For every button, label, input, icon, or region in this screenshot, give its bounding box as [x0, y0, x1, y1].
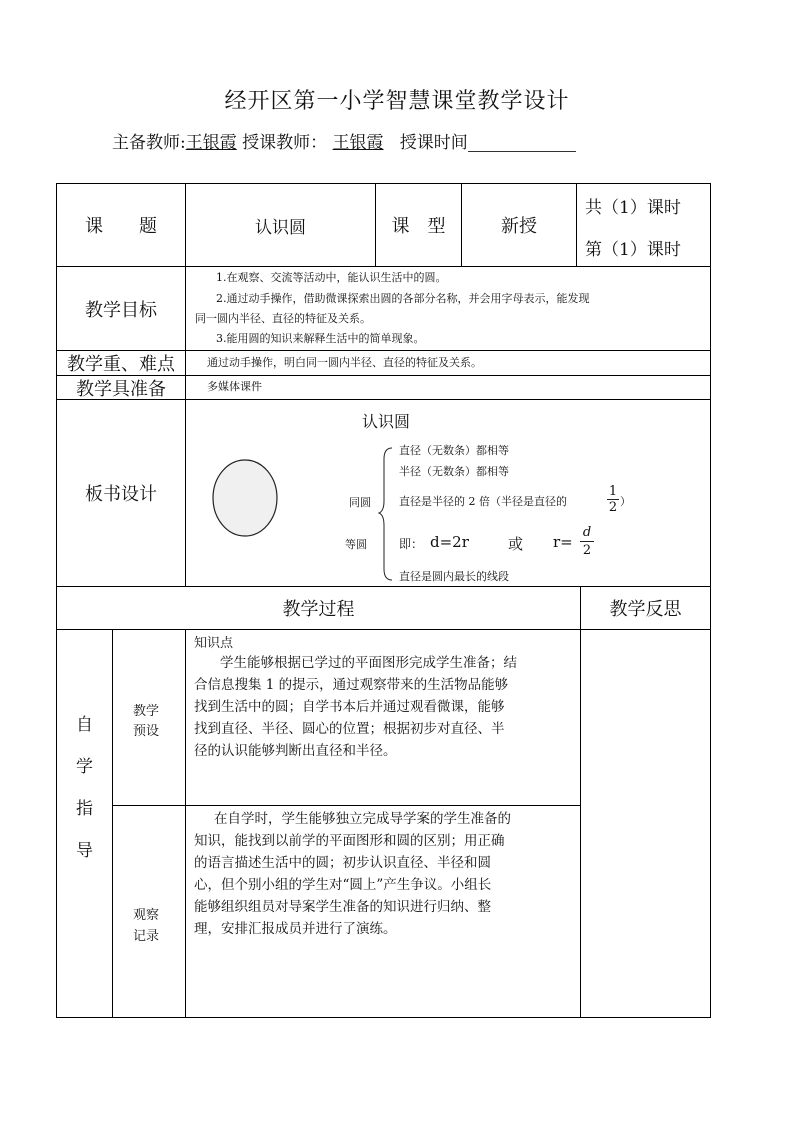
board-label: 板书设计: [85, 484, 157, 505]
board-heading: 认识圆: [362, 412, 411, 431]
preparation-text: 多媒体课件: [207, 380, 262, 393]
goal-item-2a: 2.通过动手操作，借助微课探索出圆的各部分名称，并会用字母表示，能发现: [216, 292, 590, 305]
key-points-text: 通过动手操作，明白同一圆内半径、直径的特征及关系。: [207, 356, 482, 369]
board-line-2: 半径（无数条）都相等: [399, 465, 509, 478]
preset-line: 合信息搜集 1 的提示，通过观察带来的生活物品能够: [194, 677, 509, 693]
topic-value: 认识圆: [255, 217, 306, 238]
fraction2-numerator: d: [582, 525, 592, 540]
formula-or: 或: [508, 535, 524, 553]
brace-icon: [378, 445, 398, 585]
type-label: 课 型: [391, 216, 446, 237]
section-char-4: 导: [76, 841, 93, 861]
formula-prefix: 即：: [399, 537, 424, 551]
board-line-3: [399, 492, 567, 512]
preset-heading: 知识点: [194, 636, 234, 651]
formula-r: r=: [553, 533, 573, 551]
observe-line: 在自学时，学生能够独立完成导学案的学生准备的: [214, 811, 511, 827]
preset-label-1: 教学: [133, 704, 160, 719]
board-line-3-text: 直径是半径的 2 倍（半径是直径的: [399, 495, 567, 508]
fraction-denominator: 2: [608, 500, 618, 515]
preset-line: 找到生活中的圆；自学书本后并通过观看微课，能够: [194, 699, 505, 715]
total-hours: 共（1）课时: [585, 198, 681, 218]
observe-line: 理，安排汇报成员并进行了演练。: [194, 921, 397, 937]
page-title: 经开区第一小学智慧课堂教学设计: [224, 89, 570, 114]
preset-label-2: 预设: [133, 724, 160, 739]
preset-line: 径的认识能够判断出直径和半径。: [194, 743, 397, 759]
formula-d: d=2r: [430, 533, 469, 551]
observe-line: 的语言描述生活中的圆；初步认识直径、半径和圆: [194, 855, 491, 871]
reflection-header: 教学反思: [609, 599, 682, 620]
preparation-label: 教学具准备: [76, 378, 166, 400]
section-char-3: 指: [76, 799, 93, 819]
same-circle-label: 同圆: [349, 496, 371, 509]
topic-label: 课 题: [85, 216, 157, 237]
process-header: 教学过程: [282, 599, 355, 620]
equal-circle-label: 等圆: [345, 538, 367, 551]
section-char-1: 自: [76, 715, 93, 735]
goals-label: 教学目标: [85, 299, 157, 321]
observe-label-1: 观察: [133, 908, 160, 923]
fraction-half: [607, 484, 619, 515]
prep-teacher-label: 主备教师:: [112, 133, 186, 153]
observe-line: 能够组织组员对导案学生准备的知识进行归纳、整: [194, 899, 491, 915]
section-char-2: 学: [76, 757, 93, 777]
key-points-label: 教学重、难点: [67, 354, 175, 375]
teach-teacher: 王银霞: [332, 133, 384, 153]
prep-teacher: 王银霞: [185, 133, 237, 153]
board-line-5: 直径是圆内最长的线段: [399, 570, 509, 583]
goal-item-3: 3.能用圆的知识来解释生活中的简单现象。: [216, 332, 425, 345]
goal-item-1: 1.在观察、交流等活动中，能认识生活中的圆。: [216, 271, 447, 284]
time-label: 授课时间: [399, 133, 468, 153]
fraction-d-half: [580, 524, 594, 559]
circle-drawing: [205, 452, 285, 542]
observe-line: 知识，能找到以前学的平面图形和圆的区别；用正确: [194, 833, 505, 849]
observe-line: 心，但个别小组的学生对“圆上”产生争议。小组长: [194, 877, 492, 893]
observe-label-2: 记录: [133, 929, 160, 944]
time-blank: [468, 135, 576, 152]
preset-line: 找到直径、半径、圆心的位置；根据初步对直径、半: [194, 721, 505, 737]
type-value: 新授: [501, 216, 537, 237]
goal-item-2b: 同一圆内半径、直径的特征及关系。: [195, 312, 371, 325]
board-line-1: 直径（无数条）都相等: [399, 444, 509, 457]
teacher-info: [112, 128, 576, 153]
fraction-numerator: 1: [608, 484, 618, 499]
preset-line: 学生能够根据已学过的平面图形完成学生准备；结: [220, 655, 517, 671]
fraction2-denominator: 2: [580, 541, 594, 559]
current-hour: 第（1）课时: [585, 240, 681, 260]
close-paren: ）: [620, 495, 631, 508]
teach-teacher-label: 授课教师：: [242, 133, 328, 153]
